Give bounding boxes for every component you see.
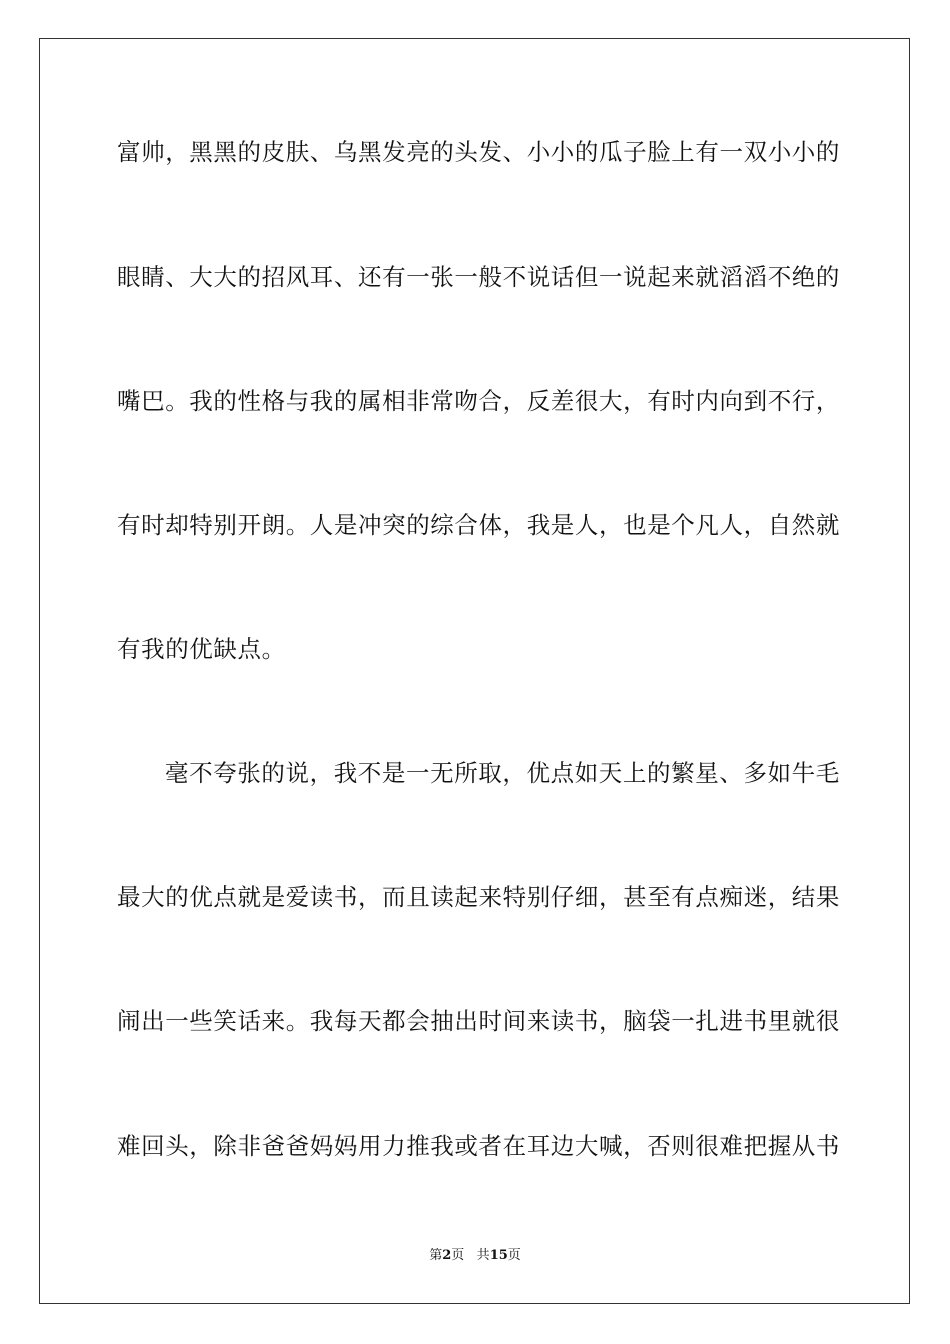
total-pages: 15 bbox=[489, 1248, 508, 1263]
body-line-9: 难回头，除非爸爸妈妈用力推我或者在耳边大喊，否则很难把握从书 bbox=[117, 1132, 840, 1160]
body-line-5: 有我的优缺点。 bbox=[117, 635, 286, 663]
page-number: 2 bbox=[442, 1248, 452, 1263]
body-line-7: 最大的优点就是爱读书，而且读起来特别仔细，甚至有点痴迷，结果 bbox=[117, 883, 840, 911]
body-line-1: 富帅，黑黑的皮肤、乌黑发亮的头发、小小的瓜子脸上有一双小小的 bbox=[117, 138, 840, 166]
body-line-2: 眼睛、大大的招风耳、还有一张一般不说话但一说起来就滔滔不绝的 bbox=[117, 263, 840, 291]
body-line-4: 有时却特别开朗。人是冲突的综合体，我是人，也是个凡人，自然就 bbox=[117, 511, 840, 539]
page-prefix: 第 bbox=[429, 1248, 443, 1263]
total-prefix: 共 bbox=[476, 1248, 490, 1263]
body-line-8: 闹出一些笑话来。我每天都会抽出时间来读书，脑袋一扎进书里就很 bbox=[117, 1007, 840, 1035]
body-line-3: 嘴巴。我的性格与我的属相非常吻合，反差很大，有时内向到不行， bbox=[117, 387, 840, 415]
body-line-6: 毫不夸张的说，我不是一无所取，优点如天上的繁星、多如牛毛 bbox=[165, 759, 840, 787]
page-suffix: 页 bbox=[451, 1248, 465, 1263]
page-footer bbox=[0, 1247, 950, 1265]
total-suffix: 页 bbox=[507, 1248, 521, 1263]
page-border bbox=[39, 38, 910, 1304]
